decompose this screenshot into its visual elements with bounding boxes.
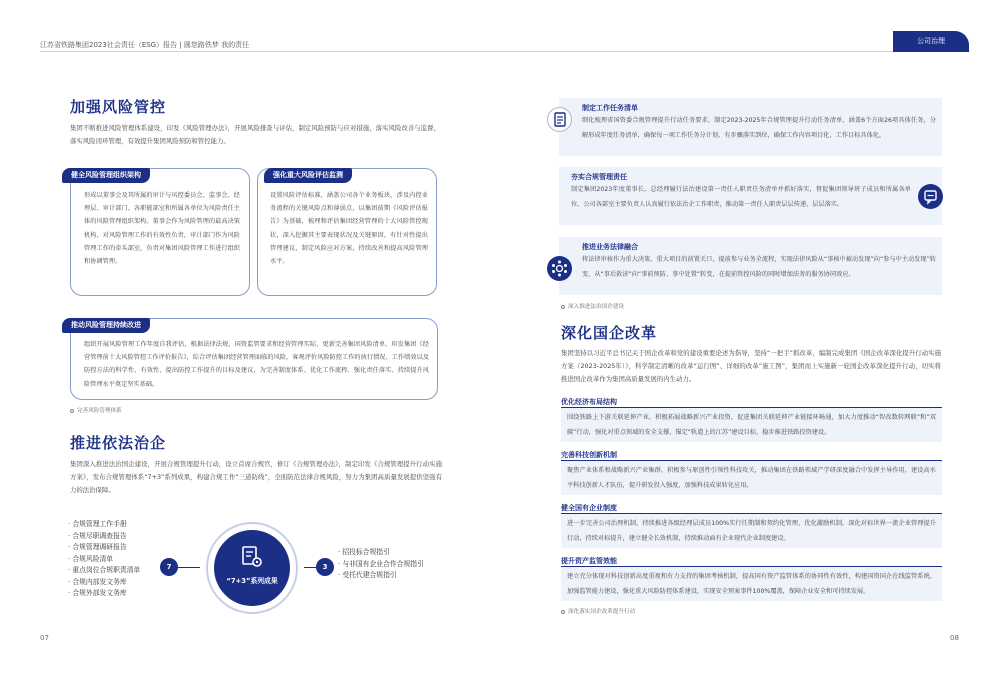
list-item: · 合规风险清单 [68,554,140,566]
page-number-right: 08 [950,634,959,642]
compliance-duty-text: 制定集团2023年度董事长、总经理履行法治建设第一责任人职责任务清单并抓好落实，督促集团领导班子成员和所属各单位、公司各部室主要负责人认真履行依法治企工作职责，推动第一责任人职责层层传递、层层落实。 [571,186,911,208]
risk-section-title: 加强风险管控 [70,98,167,116]
list-item: · 合规管理工作手册 [68,519,140,531]
reform-item-text: 进一步完善公司治理机制，持续推进各级经理层成员100%实行任期制和契约化管理，优化激励机制，深化对标世界一流企业管理提升行动，持续对标提升，建立健全长效机制，持续推动面有企业现代企业制度建设。 [561,514,942,548]
risk-org-tag: 健全风险管理组织架构 [62,168,150,183]
list-item: · 重点岗位合规职责清单 [68,565,140,577]
risk-caption-text: 完善风险管理体系 [77,408,122,414]
reform-item-text: 围绕铁路上下游关联延伸产业，积极拓展战略新兴产业投资，促进集团关联延伸产业链接环畅通，加大力度推动“智改数转网联”和“双碳”行动，强化对重点领域的安全支撑，锚定“轨道上的江苏”建设目标，稳步推进铁路投资建设。 [561,408,942,442]
risk-improve-text: 组织开展风险管理工作年度自我评估，根据法律法规、国资监管要求和经营管理实际，更新完善集团风险清单，印发集团《经营管理前十大风险管控工作评价报告》，综合评估集团经营管理面临的风险，客观评价风险防控工作的执行情况、工作绩效以及防控方法的科学性、有效性，提出防控工作提升的目标及建议，为完善制度体系、优化工作流程、强化责任落实、持续提升风险管理水平奠定坚实基础。 [84,341,429,388]
reform-section-title: 深化国企改革 [561,324,658,342]
report-header-title: 江苏省铁路集团2023社会责任（ESG）报告 | 圆您路铁梦 我的责任 [40,41,250,49]
reform-item-text: 聚焦产业体系和战略新兴产业集群，积极参与原创性引领性科技攻关，推动集团在铁路领域产学研深度融合中发挥主导作用，建设高水平科技创新人才队伍，提升研发投入强度，加强科技成果转化应用。 [561,461,942,495]
checklist-icon [547,107,572,132]
network-icon [547,256,572,281]
page-number-left: 07 [40,634,49,642]
risk-monitor-tag: 强化重大风险评估监测 [264,168,352,183]
compliance-duty-title: 夯实合规管理责任 [571,173,627,181]
task-list-text: 细化梳理省国资委合规管理提升行动任务要求，制定2023-2025年合规管理提升行动任务清单，涵盖6个方面26项具体任务，分解形成年度任务清单，确保每一项工作任务分计划、有步骤落实到位，确保工作内容项目化、工作目标具体化。 [582,117,936,139]
reform-item-title: 优化经济布局结构 [561,398,617,406]
law-section-title: 推进依法治企 [70,434,167,452]
list-item: · 合规管理调研报告 [68,542,140,554]
law-caption-text: 深入推进法治国企建设 [568,304,624,310]
risk-monitor-text: 设置风险评估标准，涵盖公司各个业务板块，涉及内控业务流程的关键风险点和薄弱点，以集团前期《风险评估报告》为基础，梳理和评估集团经营管理的十大风险管控现状，深入挖掘其主要表现状况及关键原因，有针对性提出管理建议，制定风险应对方案，持续改善和提高风险管理水平。 [270,192,428,266]
section-tab[interactable]: 公司治理 [893,31,969,52]
list-item: · 合规内部发文务库 [68,577,140,589]
list-item: · 合规尽职调查报告 [68,531,140,543]
caption-dot-icon [70,409,74,413]
caption-dot-icon [561,610,565,614]
result-center-label: “7+3”系列成果 [226,577,278,585]
count-badge-left: 7 [160,558,178,576]
law-integration-title: 推进业务法律融合 [582,243,638,251]
list-item: · 合规外部发文务库 [68,588,140,600]
law-caption [561,302,624,310]
caption-dot-icon [561,305,565,309]
risk-intro: 集团不断推进风险管理体系建设，印发《风险管理办法》，开展风险排查与评估，制定风险预防与应对措施，落实风险改善与监督，落实风险闭环管理，有效提升集团风险预防和管控能力。 [70,124,440,145]
count-badge-right: 3 [316,558,334,576]
list-item: · 招投标合规指引 [338,547,424,559]
reform-item-title: 健全国有企业制度 [561,504,617,512]
law-list-right [338,547,424,582]
document-gear-icon [240,545,264,569]
risk-org-text: 形成以董事会及其所属的审计与风控委员会、监事会、经理层、审计部门、各职能部室和所属各单位为风险责任主体的风险管理组织架构。董事会作为风险管理的最高决策机构，对风险管理工作的有效性负责，审计部门作为风险管理工作的牵头部室，负责对集团风险管理工作进行组织和协调管理。 [84,192,240,266]
list-item: · 与非国有企业合作合规指引 [338,559,424,571]
law-intro: 集团深入推进法治国企建设，开展合规管理提升行动，设立首席合规官，修订《合规管理办法》，制定印发《合规管理提升行动实施方案》，发布合规管理体系“7+3”系列成果，构建合规工作“三道防线”，全面防范法律合规风险，努力为集团高质量发展提供坚强有力的法治保障。 [70,460,442,494]
risk-improve-tag: 推动风险管理持续改进 [62,318,150,333]
reform-caption-text: 深化落实国企改革提升行动 [568,609,636,615]
risk-caption [70,406,122,414]
list-item: · 受托代建合规指引 [338,570,424,582]
law-list-left [68,519,140,600]
reform-item-title: 完善科技创新机制 [561,451,617,459]
reform-caption [561,607,635,615]
header-divider [40,51,970,52]
law-integration-text: 将法律审核作为重大决策、重大项目的前置关口，提前参与业务全流程，实现法律风险从“事核中被动发现”向“参与中主动发现”转变，从“事后救济”向“事前预防、事中处置”转变，在提前管控风险的同时增加法务的服务协同效应。 [582,256,936,278]
reform-intro: 集团坚持以习近平总书记关于国企改革和党的建设重要论述为指导，坚持“一把手”抓改革，编制完成集团《国企改革深化提升行动实施方案（2023-2025年）》，科学制定清晰的改革“运行图”、详细的改革“施工图”，集团而上实施新一轮国企改革深化提升行动，切实将推进国企改革作为集团高质量发展的内生动力。 [561,349,941,383]
reform-item-title: 提升资产监管效能 [561,557,617,565]
chat-icon [918,184,943,209]
task-list-title: 制定工作任务清单 [582,104,638,112]
reform-item-text: 建立充分体现对科技创新高度重视和有力支持的集团考核机制，提高国有资产监管体系的协同性有效性，构建国资国企在线监管系统，加强监管能力建设，强化重大风险防控体系建设，实现安全预案事件100%覆盖，保障企业安全和可持续发展。 [561,567,942,601]
